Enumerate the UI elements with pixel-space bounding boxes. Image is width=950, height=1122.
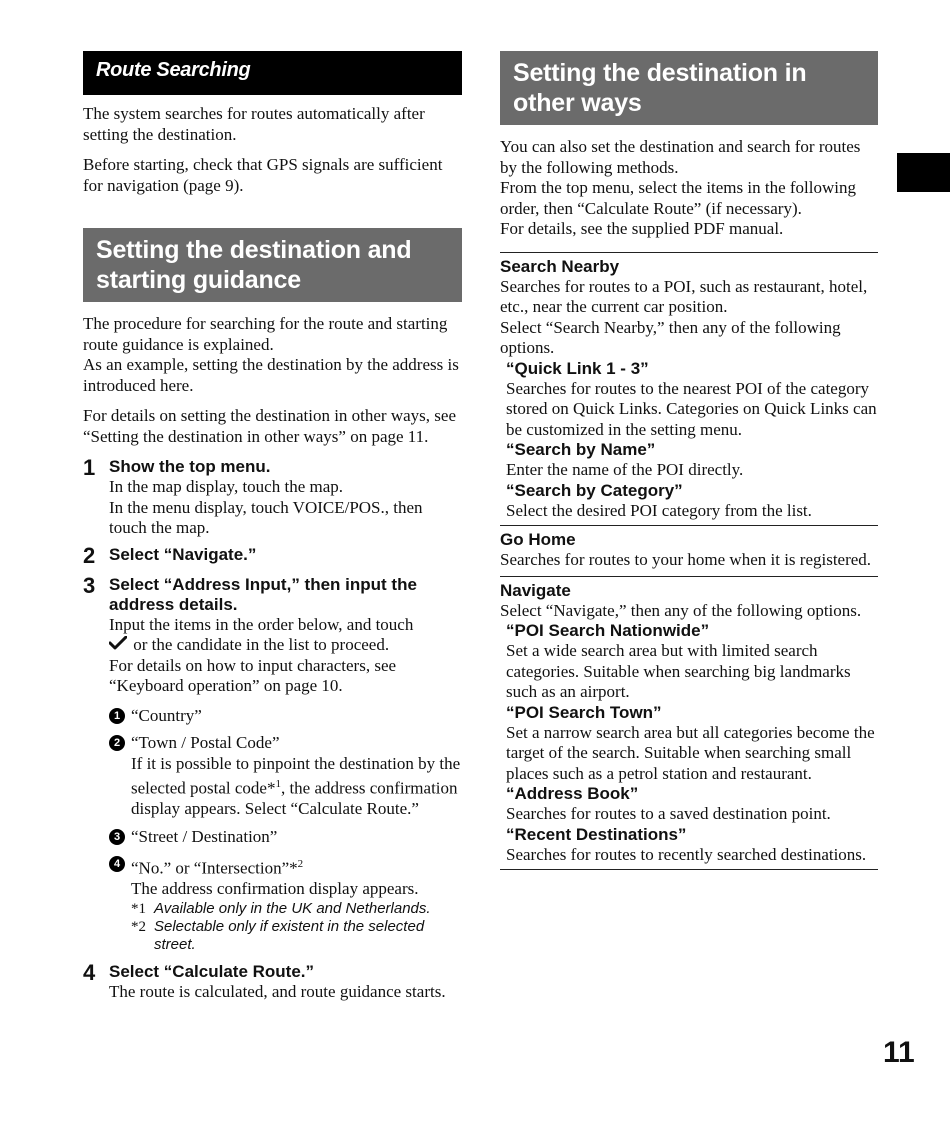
step-1 bbox=[83, 457, 462, 539]
section-title: Search Nearby bbox=[500, 256, 620, 276]
step-number: 4 bbox=[83, 959, 96, 985]
section-divider bbox=[500, 869, 878, 870]
option-text: Set a wide search area but with limited search categories. Suitable when searching big landmarks such as an airport. bbox=[506, 641, 851, 701]
intro-line-3: For details, see the supplied PDF manual. bbox=[500, 219, 784, 238]
footnote-ref: 1 bbox=[275, 778, 281, 790]
option-title: “Quick Link 1 - 3” bbox=[506, 358, 649, 378]
address-item-4 bbox=[109, 854, 462, 954]
step-title: Select “Address Input,” then input the address details. bbox=[109, 574, 417, 614]
option-text: Searches for routes to the nearest POI of the category stored on Quick Links. Categories on Quick Links can be customized in the setting menu. bbox=[506, 378, 877, 439]
address-item-label: “Town / Postal Code” bbox=[131, 733, 280, 752]
option-title: “POI Search Nationwide” bbox=[506, 621, 710, 640]
route-paragraph-1: The system searches for routes automatically after setting the destination. bbox=[83, 104, 425, 144]
number-badge: 2 bbox=[109, 735, 125, 751]
address-item-label bbox=[131, 854, 462, 879]
step-title: Select “Navigate.” bbox=[109, 544, 257, 564]
section-title: Navigate bbox=[500, 580, 571, 600]
section-text: Searches for routes to your home when it is registered. bbox=[500, 550, 872, 569]
footnote-mark: *1 bbox=[131, 900, 146, 917]
step-number: 3 bbox=[83, 572, 96, 598]
footnote-text: Selectable only if existent in the selected street. bbox=[154, 917, 425, 953]
address-item-detail: The address confirmation display appears. bbox=[131, 879, 419, 899]
option-text: Searches for routes to recently searched destinations. bbox=[506, 844, 867, 864]
section-text: Select “Navigate,” then any of the following options. bbox=[500, 600, 862, 620]
option-title: “Search by Name” bbox=[506, 440, 656, 459]
footnote-2 bbox=[131, 918, 462, 954]
address-item-label: “Street / Destination” bbox=[131, 826, 278, 846]
address-item-2 bbox=[109, 733, 462, 820]
section-text: Searches for routes to a POI, such as restaurant, hotel, etc., near the current car position. bbox=[500, 276, 868, 316]
setting-destination-header: Setting the destination and starting guidance bbox=[83, 228, 462, 302]
section-navigate bbox=[500, 580, 878, 866]
option-text: Enter the name of the POI directly. bbox=[506, 460, 744, 479]
step-number: 2 bbox=[83, 542, 96, 568]
footnote-ref: 2 bbox=[297, 858, 304, 871]
detail-text: If it is possible to pinpoint the destination by the selected postal code* bbox=[131, 753, 461, 798]
section-title: Go Home bbox=[500, 530, 576, 549]
page-number: 11 bbox=[883, 1036, 915, 1069]
section-search-nearby bbox=[500, 256, 878, 522]
address-item-detail bbox=[131, 754, 462, 820]
option-text: Select the desired POI category from the list. bbox=[506, 500, 812, 520]
number-badge: 4 bbox=[109, 856, 125, 872]
left-column bbox=[83, 51, 462, 1002]
section-text: Select “Search Nearby,” then any of the following options. bbox=[500, 317, 841, 357]
detail-text: , the address confirmation display appears. Select “Calculate Route.” bbox=[131, 778, 458, 819]
step-4 bbox=[83, 959, 462, 1003]
option-title: “POI Search Town” bbox=[506, 702, 662, 722]
step-text: Input the items in the order below, and touch bbox=[109, 614, 414, 634]
other-ways-header: Setting the destination in other ways bbox=[500, 51, 878, 125]
address-item-1 bbox=[109, 706, 462, 727]
footnote-mark: *2 bbox=[131, 918, 146, 935]
destination-paragraph-1b: As an example, setting the destination by the address is introduced here. bbox=[83, 355, 459, 395]
step-3 bbox=[83, 572, 462, 954]
number-badge: 3 bbox=[109, 829, 125, 845]
step-line: In the map display, touch the map. bbox=[109, 477, 344, 496]
step-2 bbox=[83, 542, 462, 568]
step-title: Show the top menu. bbox=[109, 457, 271, 476]
label-text: “No.” or “Intersection”* bbox=[131, 858, 298, 878]
destination-paragraph-2: For details on setting the destination in other ways, see “Setting the destination in other ways” on page 11. bbox=[83, 406, 456, 446]
chapter-tab-marker bbox=[897, 153, 950, 192]
step-title: Select “Calculate Route.” bbox=[109, 961, 315, 981]
intro-line-2: From the top menu, select the items in the following order, then “Calculate Route” (if necessary). bbox=[500, 178, 856, 218]
address-item-label: “Country” bbox=[131, 705, 202, 725]
footnote-1 bbox=[131, 900, 462, 918]
route-searching-header: Route Searching bbox=[83, 51, 462, 95]
step-text: or the candidate in the list to proceed. bbox=[129, 635, 390, 654]
option-title: “Address Book” bbox=[506, 784, 639, 803]
number-badge: 1 bbox=[109, 708, 125, 724]
step-line: The route is calculated, and route guidance starts. bbox=[109, 981, 446, 1001]
checkmark-icon bbox=[109, 635, 129, 656]
step-line bbox=[109, 615, 462, 656]
destination-paragraph-1a: The procedure for searching for the route and starting route guidance is explained. bbox=[83, 314, 448, 354]
intro-line-1: You can also set the destination and search for routes by the following methods. bbox=[500, 137, 861, 177]
step-number: 1 bbox=[83, 455, 96, 480]
section-go-home bbox=[500, 529, 878, 571]
step-line: For details on how to input characters, see “Keyboard operation” on page 10. bbox=[109, 655, 397, 695]
address-item-3 bbox=[109, 827, 462, 848]
option-text: Searches for routes to a saved destination point. bbox=[506, 804, 831, 823]
option-title: “Recent Destinations” bbox=[506, 824, 687, 844]
option-title: “Search by Category” bbox=[506, 480, 683, 500]
route-paragraph-2: Before starting, check that GPS signals are sufficient for navigation (page 9). bbox=[83, 155, 443, 195]
option-text: Set a narrow search area but all categories become the target of the search. Suitable when searching small places such as a petrol station and restaurant. bbox=[506, 722, 875, 783]
footnote-text: Available only in the UK and Netherlands. bbox=[154, 899, 431, 917]
step-line: In the menu display, touch VOICE/POS., then touch the map. bbox=[109, 497, 423, 537]
right-column bbox=[500, 51, 878, 870]
